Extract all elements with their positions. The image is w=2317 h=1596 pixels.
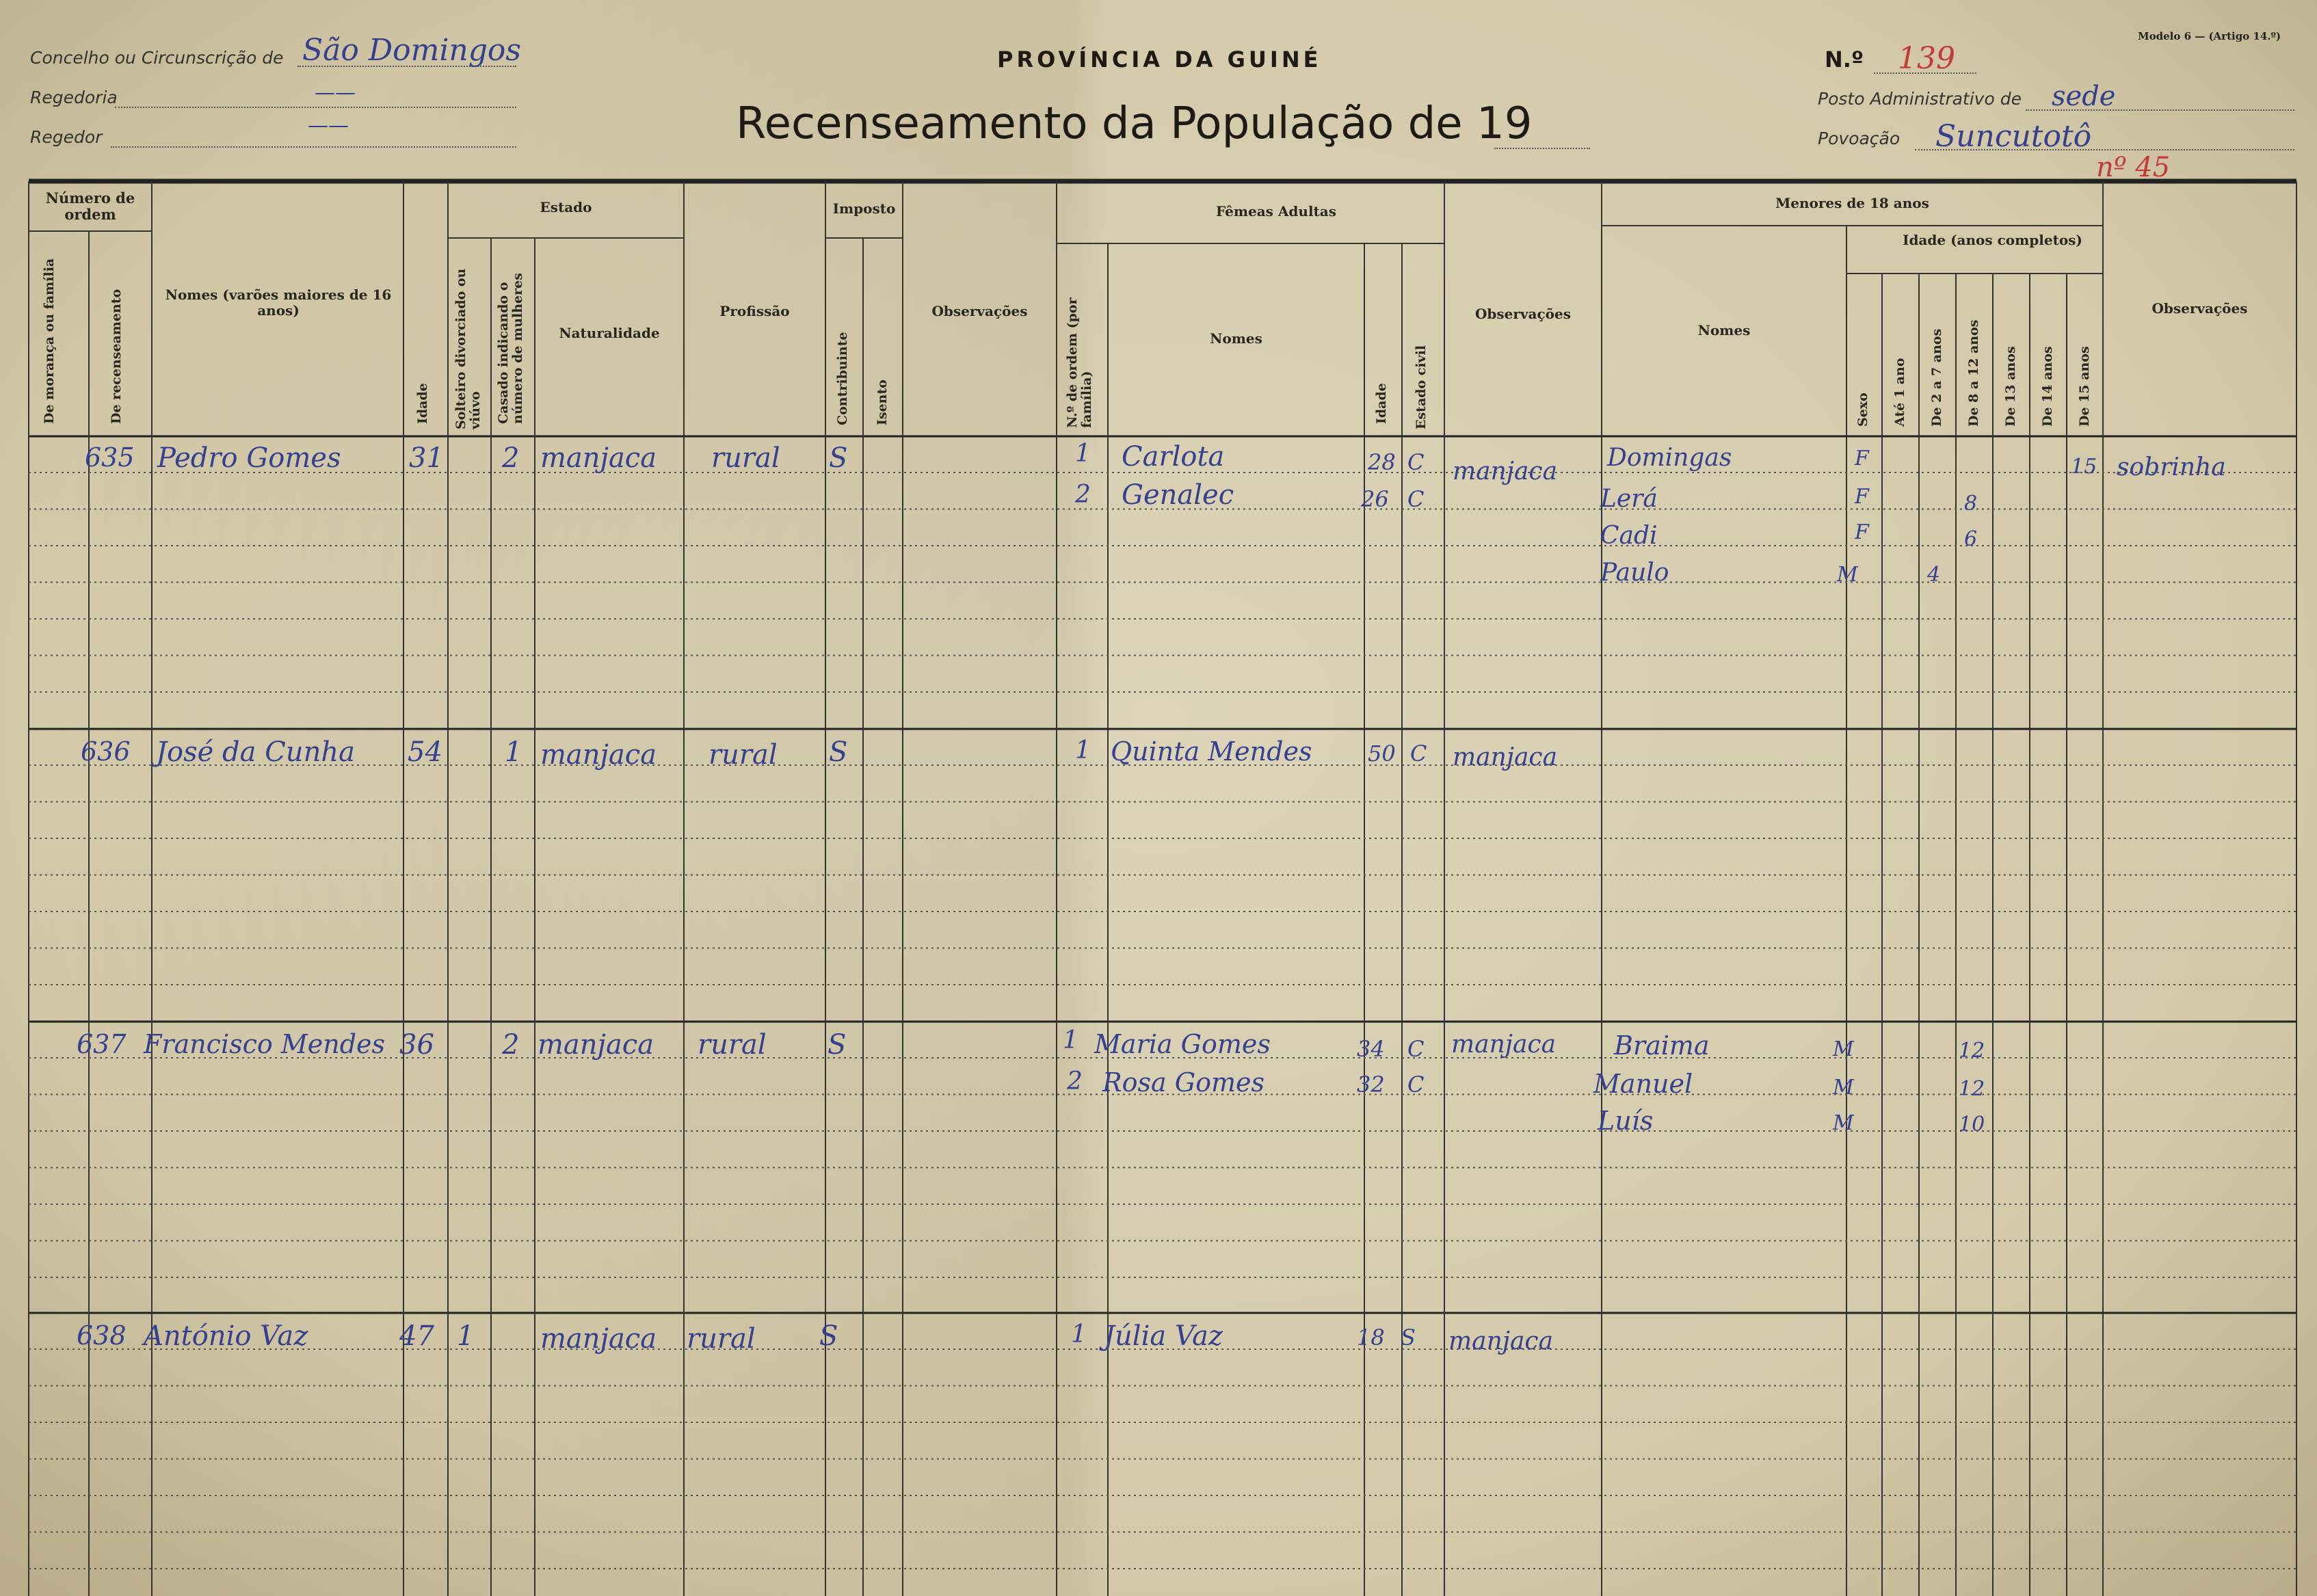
heading-de-15: De 15 anos [2077,346,2092,427]
heading-isento: Isento [875,380,890,425]
femea-ordem: 1 [1063,1026,1078,1054]
heading-de-8-a-12: De 8 a 12 anos [1966,319,1981,427]
record-nome: António Vaz [144,1320,308,1352]
record-naturalidade: manjaca [540,1323,657,1355]
posto-value: sede [2052,81,2116,112]
femea-estado: C [1407,1072,1425,1098]
record-solteiro: 1 [457,1320,475,1352]
record-profissao: rural [698,1029,767,1061]
heading-contribuinte: Contribuinte [835,332,850,425]
record-nome: Pedro Gomes [157,442,341,474]
menor-nome: Cadi [1600,522,1658,550]
record-profissao: rural [711,442,780,474]
femea-ordem: 1 [1075,736,1091,764]
menor-nome: Braima [1614,1030,1710,1061]
record-casado: 2 [502,442,520,474]
record-profissao: rural [709,739,778,771]
record-nome: Francisco Mendes [144,1029,386,1059]
heading-idade-anos: Idade (anos completos) [1903,232,2082,248]
femea-ordem: 2 [1067,1067,1083,1095]
provincia-heading: PROVÍNCIA DA GUINÉ [997,46,1322,72]
menor-nome: Manuel [1593,1069,1693,1099]
regedor-dash: —— [308,114,349,137]
heading-estado: Estado [540,199,592,215]
menor-observacoes: sobrinha [2117,453,2226,481]
femea-nome: Quinta Mendes [1111,736,1312,767]
heading-nomes-menores: Nomes [1697,322,1751,338]
menor-sexo: M [1837,563,1858,587]
record-idade: 31 [409,442,444,474]
heading-menores: Menores de 18 anos [1775,195,1929,211]
menor-idade: 15 [2071,455,2097,479]
femea-estado: C [1407,486,1425,512]
menor-sexo: M [1833,1076,1854,1100]
record-contribuinte: S [829,736,848,768]
heading-profissao: Profissão [719,303,790,319]
heading-observacoes-menores: Observações [2152,300,2248,317]
record-recenseamento: 638 [77,1320,127,1351]
femea-nome: Júlia Vaz [1104,1320,1223,1352]
femea-ordem: 1 [1071,1320,1087,1348]
numero-label: N.º [1825,46,1864,72]
femea-estado: C [1407,449,1425,475]
heading-de-recenseamento: De recenseamento [109,289,124,424]
menor-idade: 6 [1964,527,1978,551]
femea-nome: Genalec [1122,479,1234,511]
femea-estado: S [1401,1325,1416,1351]
femea-nome: Carlota [1122,441,1225,473]
heading-imposto: Imposto [832,200,896,217]
heading-estado-civil: Estado civil [1414,345,1429,429]
povoacao-label: Povoação [1818,129,1901,148]
record-contribuinte: S [828,1029,847,1061]
numero-value: 139 [1898,41,1955,76]
heading-solteiro: Solteiro divorciado ou viúvo [453,268,483,429]
femea-ordem: 1 [1075,440,1091,468]
record-naturalidade: manjaca [540,739,657,771]
femea-idade: 28 [1368,449,1396,475]
femea-observacoes: manjaca [1453,457,1558,486]
posto-label: Posto Administrativo de [1818,89,2022,109]
menor-sexo: F [1855,447,1869,470]
menor-sexo: F [1855,485,1869,509]
concelho-label: Concelho ou Circunscrição de [30,48,284,68]
femea-idade: 50 [1368,741,1396,767]
heading-idade-femeas: Idade [1374,383,1389,424]
menor-sexo: F [1855,520,1869,544]
record-contribuinte: S [829,442,848,474]
record-idade: 47 [399,1320,434,1352]
heading-idade: Idade [415,383,430,424]
record-nome: José da Cunha [156,736,355,768]
femea-nome: Maria Gomes [1094,1029,1271,1059]
record-contribuinte: S [819,1320,838,1352]
record-idade: 54 [408,736,442,768]
femea-observacoes: manjaca [1448,1327,1554,1355]
record-casado: 1 [505,736,522,768]
modelo-label: Modelo 6 — (Artigo 14.º) [2138,30,2281,42]
femea-idade: 32 [1357,1072,1385,1098]
record-recenseamento: 637 [77,1029,127,1059]
femea-idade: 26 [1361,486,1389,512]
heading-naturalidade: Naturalidade [559,325,660,341]
femea-observacoes: manjaca [1453,743,1558,771]
menor-nome: Lerá [1600,485,1658,513]
menor-idade: 12 [1959,1039,1985,1063]
record-recenseamento: 635 [85,442,135,473]
heading-de-13: De 13 anos [2003,346,2018,427]
femea-idade: 18 [1357,1325,1385,1351]
regedoria-dash: —— [315,81,356,105]
record-recenseamento: 636 [81,736,131,767]
heading-numero-ordem: Número de ordem [45,189,135,224]
record-naturalidade: manjaca [538,1029,654,1061]
record-idade: 36 [399,1029,434,1061]
heading-de-moranca: De morança ou família [42,258,57,424]
menor-idade: 8 [1964,492,1978,516]
heading-nomes-varoes: Nomes (varões maiores de 16 anos) [165,287,392,319]
menor-idade: 4 [1927,563,1941,587]
heading-observacoes: Observações [931,303,1028,319]
heading-n-ordem-familia: N.º de ordem (por família) [1065,297,1094,428]
menor-nome: Paulo [1600,559,1669,587]
femea-observacoes: manjaca [1451,1030,1557,1059]
femea-idade: 34 [1357,1036,1385,1062]
record-profissao: rural [687,1323,756,1355]
heading-sexo: Sexo [1855,393,1870,427]
heading-de-2-a-7: De 2 a 7 anos [1929,328,1944,427]
heading-femeas-adultas: Fêmeas Adultas [1216,203,1336,220]
femea-estado: C [1410,741,1427,767]
menor-nome: Luís [1598,1106,1654,1136]
menor-idade: 10 [1959,1113,1985,1136]
menor-sexo: M [1833,1111,1854,1135]
menor-nome: Domingas [1607,444,1732,472]
menor-idade: 12 [1959,1077,1985,1101]
heading-nomes-femeas: Nomes [1210,330,1262,347]
heading-casado: Casado indicando o número de mulheres [496,273,525,424]
record-casado: 2 [502,1029,520,1061]
povoacao-value: Suncutotô [1935,119,2092,154]
regedor-label: Regedor [30,127,103,147]
povoacao-note: nº 45 [2096,152,2171,183]
heading-de-14: De 14 anos [2040,346,2055,427]
femea-nome: Rosa Gomes [1102,1067,1265,1098]
menor-sexo: M [1833,1037,1854,1061]
document-title: Recenseamento da População de 19 [736,98,1533,149]
regedoria-label: Regedoria [30,88,118,107]
femea-ordem: 2 [1075,481,1091,509]
heading-ate-1-ano: Até 1 ano [1892,358,1907,427]
concelho-value: São Domingos [302,33,521,68]
femea-estado: C [1407,1036,1425,1062]
record-naturalidade: manjaca [540,442,657,474]
heading-observacoes-femeas: Observações [1474,306,1571,322]
